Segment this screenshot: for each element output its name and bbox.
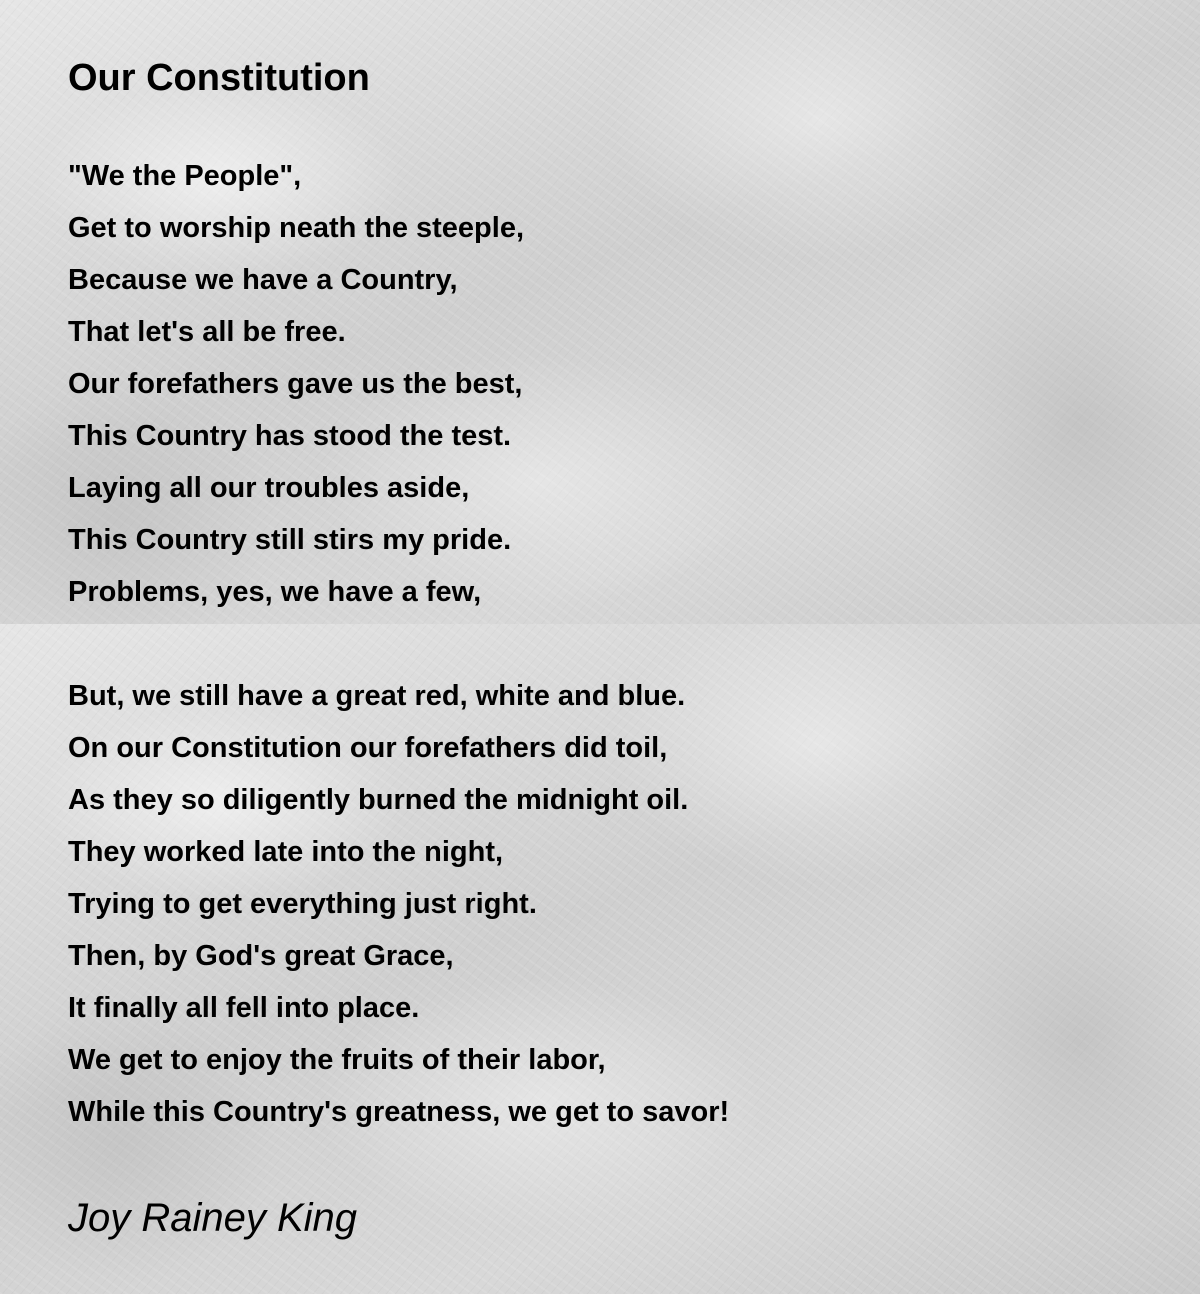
stanza-2	[68, 670, 729, 1138]
poem-line: That let's all be free.	[68, 316, 346, 348]
poem-line: "We the People",	[68, 160, 302, 192]
poem-line: Get to worship neath the steeple,	[68, 212, 525, 244]
poem-line: Then, by God's great Grace,	[68, 940, 454, 972]
poem-line: It finally all fell into place.	[68, 992, 420, 1024]
poem-line: On our Constitution our forefathers did toil,	[68, 732, 668, 764]
poem-line: This Country still stirs my pride.	[68, 524, 512, 556]
stanza-1	[68, 150, 524, 618]
poem-line: They worked late into the night,	[68, 836, 504, 868]
poem-line: Our forefathers gave us the best,	[68, 368, 523, 400]
poem-author: Joy Rainey King	[68, 1196, 358, 1240]
poem-line: Laying all our troubles aside,	[68, 472, 470, 504]
poem-line: This Country has stood the test.	[68, 420, 512, 452]
poem-line: While this Country's greatness, we get to savor!	[68, 1096, 730, 1128]
poem-line: Trying to get everything just right.	[68, 888, 537, 920]
poem-line: As they so diligently burned the midnight oil.	[68, 784, 689, 816]
poem-title: Our Constitution	[68, 57, 370, 99]
poem-line: Because we have a Country,	[68, 264, 458, 296]
poem-line: We get to enjoy the fruits of their labor,	[68, 1044, 606, 1076]
poem-line: Problems, yes, we have a few,	[68, 576, 482, 608]
poem-line: But, we still have a great red, white and blue.	[68, 680, 686, 712]
